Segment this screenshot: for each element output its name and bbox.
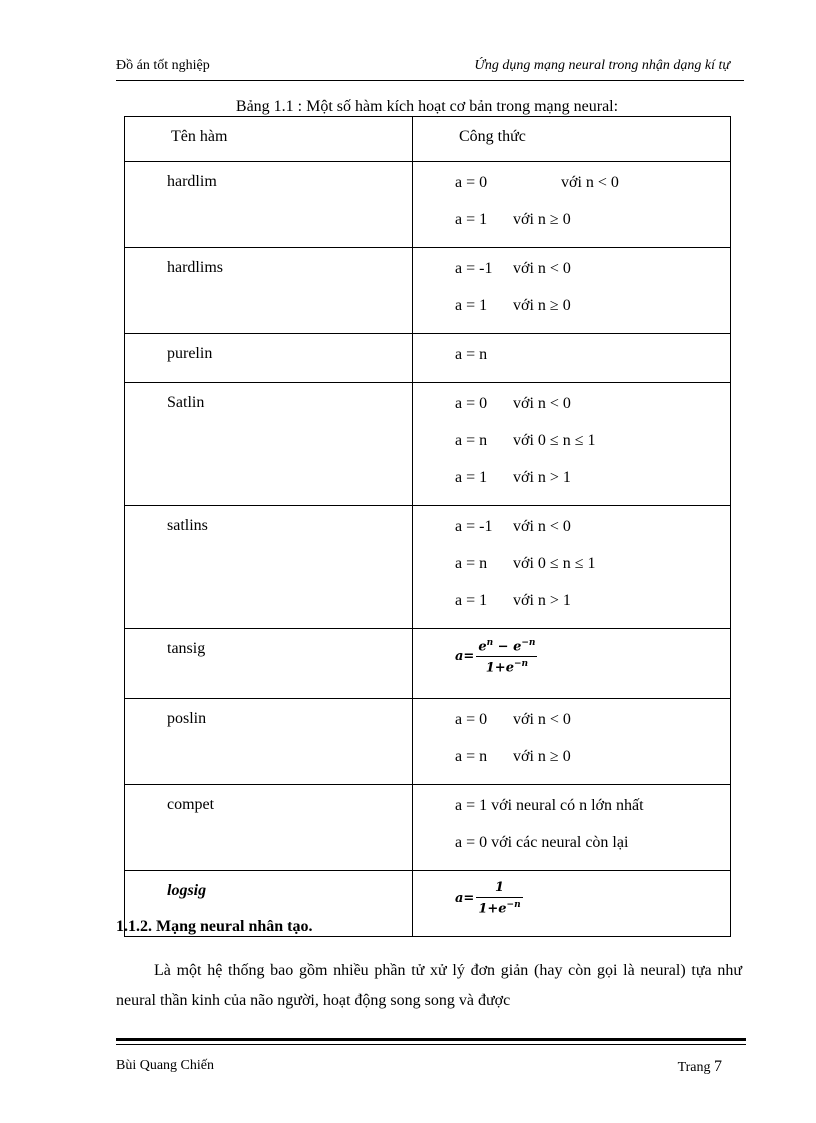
function-name: logsig [167, 882, 207, 899]
page-header [116, 58, 730, 78]
formula-line: a = 0 với n < 0 [455, 174, 619, 191]
table-row [125, 785, 731, 871]
tansig-formula [455, 638, 537, 676]
formula-line: a = 0 với n < 0 [455, 711, 571, 728]
formula-line: a = n [455, 346, 488, 363]
function-name: compet [125, 785, 413, 871]
function-name: satlins [125, 506, 413, 629]
logsig-formula [455, 880, 523, 916]
function-name: purelin [125, 334, 413, 383]
function-name: hardlim [125, 162, 413, 248]
formula-line: a = 0 với các neural còn lại [455, 834, 629, 851]
formula-line: a = n với n ≥ 0 [455, 748, 571, 765]
table-row [125, 248, 731, 334]
table-row [125, 162, 731, 248]
function-name: tansig [125, 629, 413, 699]
section-heading: 1.1.2. Mạng neural nhân tạo. [116, 918, 313, 935]
formula-line: a = n với 0 ≤ n ≤ 1 [455, 555, 596, 572]
header-left: Đồ án tốt nghiệp [116, 58, 210, 73]
formula-line: a = -1 với n < 0 [455, 260, 571, 277]
function-name: poslin [125, 699, 413, 785]
formula-line: a = n với 0 ≤ n ≤ 1 [455, 432, 596, 449]
formula-line: a = 0 với n < 0 [455, 395, 571, 412]
formula-lhs: a= [455, 890, 475, 906]
body-paragraph: Là một hệ thống bao gồm nhiều phần tử xử lý đơn giản (hay còn gọi là neural) tựa như neural thần kinh của não người, hoạt động song song và được [116, 962, 742, 1009]
footer-author: Bùi Quang Chiến [116, 1058, 214, 1073]
header-right: Ứng dụng mạng neural trong nhận dạng kí tự [474, 58, 730, 73]
table-row [125, 506, 731, 629]
formula-lhs: a= [455, 649, 475, 665]
footer-rule-thick [116, 1038, 746, 1041]
table-row [125, 383, 731, 506]
table-row [125, 699, 731, 785]
fraction-denominator: $1+e^{-n}$ [485, 659, 529, 676]
activation-function-table [124, 116, 731, 937]
formula-line: a = 1 với n ≥ 0 [455, 297, 571, 314]
col-name-header: Tên hàm [171, 128, 228, 145]
formula-line: a = 1 với n > 1 [455, 469, 571, 486]
function-name: Satlin [125, 383, 413, 506]
table-header-row [125, 117, 731, 162]
formula-line: a = 1 với n ≥ 0 [455, 211, 571, 228]
fraction-numerator: 1 [476, 880, 522, 898]
fraction-denominator: $1+e^{-n}$ [478, 900, 521, 917]
table-caption: Bảng 1.1 : Một số hàm kích hoạt cơ bản trong mạng neural: [235, 98, 619, 115]
formula-line: a = 1 với n > 1 [455, 592, 571, 609]
fraction-numerator: $e^n - e^{-n}$ [476, 638, 537, 657]
formula-line: a = 1 với neural có n lớn nhất [455, 797, 644, 814]
function-name: hardlims [125, 248, 413, 334]
page-number: Trang 7 [677, 1058, 722, 1075]
formula-line: a = -1 với n < 0 [455, 518, 571, 535]
table-row [125, 334, 731, 383]
table-row [125, 629, 731, 699]
header-rule [116, 80, 744, 81]
col-formula-header: Công thức [459, 128, 526, 145]
footer-rule-thin [116, 1044, 746, 1045]
